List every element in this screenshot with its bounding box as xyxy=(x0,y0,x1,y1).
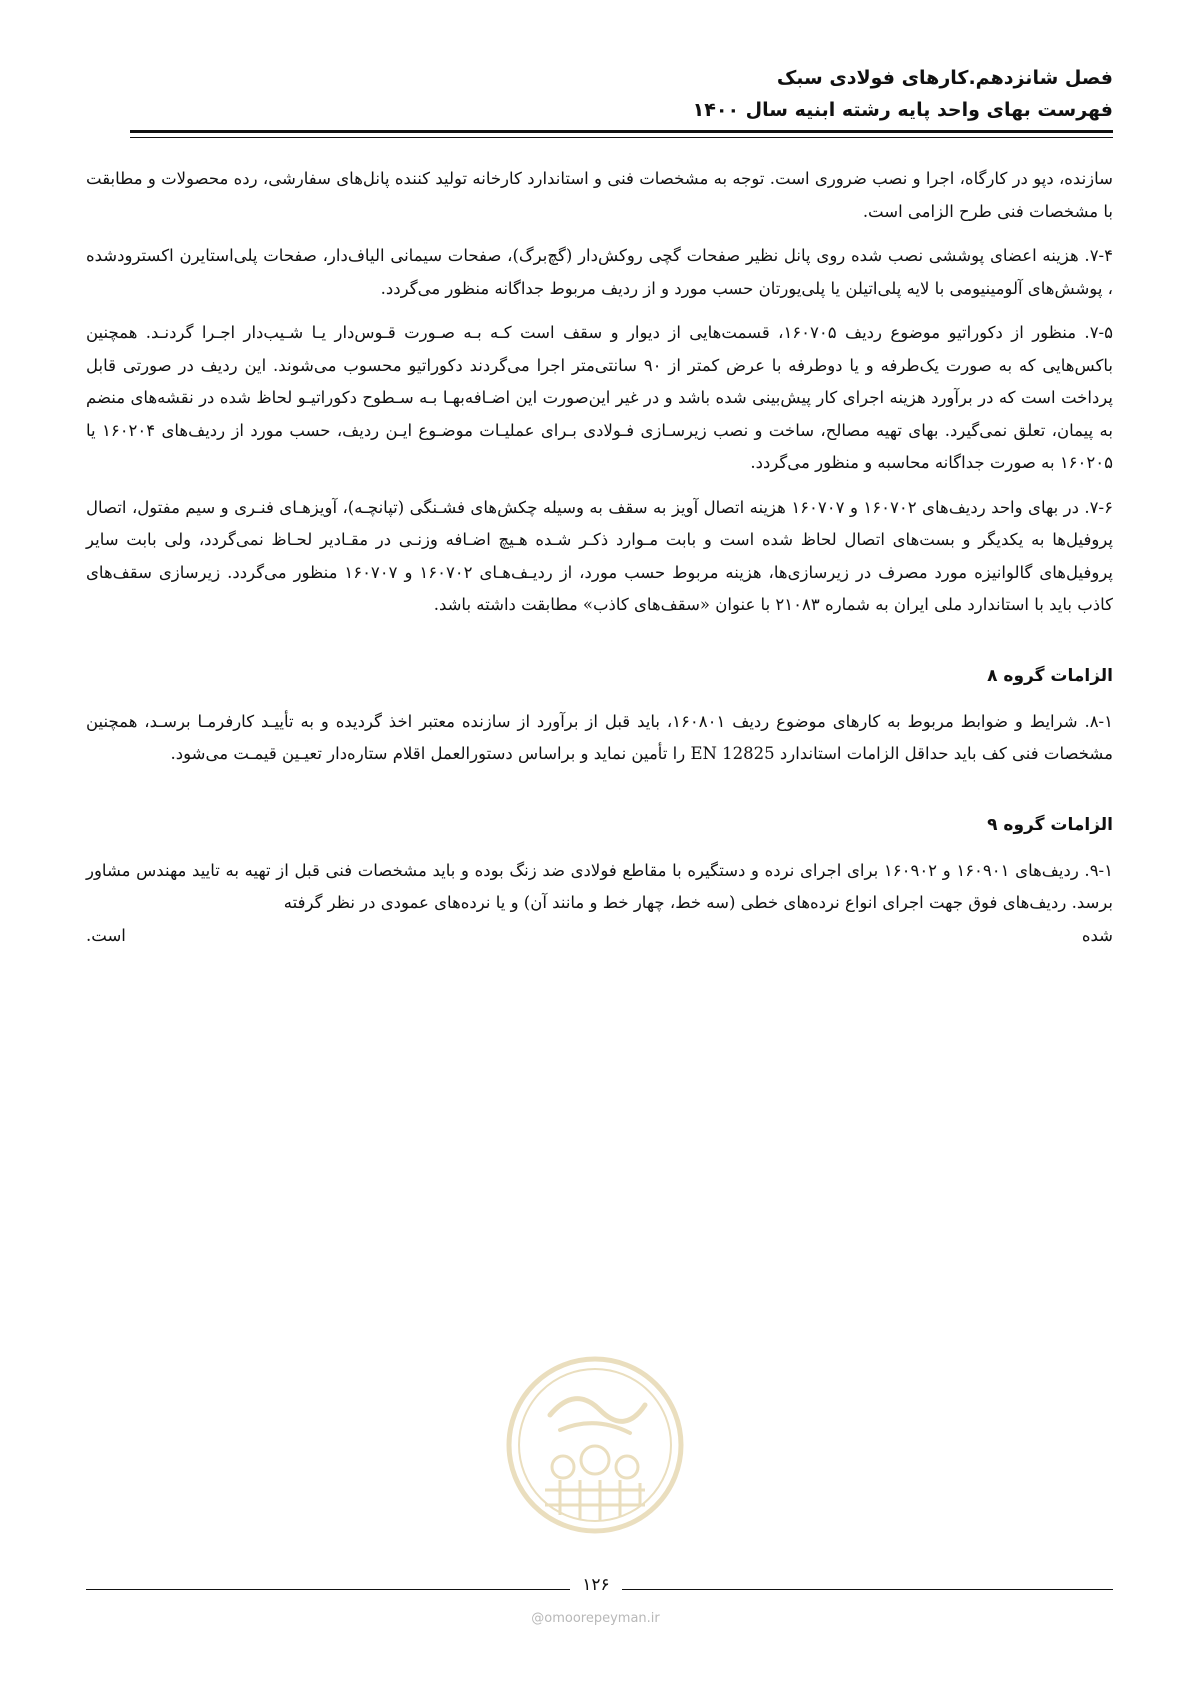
paragraph-7-4: ۷-۴. هزینه اعضای پوششی نصب شده روی پانل نظیر صفحات گچی روکش‌دار (گچ‌برگ)، صفحات سیمانی الیاف‌دار، صفحات پلی‌استایرن اکسترودشده ، پوشش‌های آلومینیومی با لایه پلی‌اتیلن یا پلی‌یورتان حسب مورد و از ردیف مربوط جداگانه منظور می‌گردد. xyxy=(86,246,1113,298)
paragraph-8-1: ۸-۱. شرایط و ضوابط مربوط به کارهای موضوع ردیف ۱۶۰۸۰۱، باید قبل از برآورد از سازنده معتبر اخذ گردیده و به تأییـد کارفرمـا برسـد، همچنین مشخصات فنی کف باید حداقل الزامات استاندارد EN 12825 را تأمین نماید و براساس دستورالعمل اقلام ستاره‌دار تعیـین قیمـت می‌شود. xyxy=(86,711,1113,763)
page-number: ۱۲۶ xyxy=(582,1575,610,1595)
header-rule-thin xyxy=(130,137,1113,138)
page-content xyxy=(86,163,1113,952)
publisher-seal-logo xyxy=(505,1355,685,1535)
last-word-right: شده xyxy=(1081,925,1113,945)
paragraph-7-5: ۷-۵. منظور از دکوراتیو موضوع ردیف ۱۶۰۷۰۵، قسمت‌هایی از دیوار و سقف است کـه بـه صـورت قـوس‌دار یـا شـیب‌دار اجـرا گردنـد. همچنین باکس‌هایی که به صورت یک‌طرفه و یا دوطرفه با عرض کمتر از ۹۰ سانتی‌متر اجرا می‌گردند دکوراتیو محسوب می‌شوند. این ردیف در صورتی قابل پرداخت است که در برآورد هزینه اجرای کار پیش‌بینی شده باشد و در غیر این‌صورت این اضـافه‌بهـا بـه سـطوح دکوراتیـو لحاظ شده در نقشه‌های منضم به پیمان، تعلق نمی‌گیرد. بهای تهیه مصالح، ساخت و نصب زیرسـازی فـولادی بـرای عملیـات موضـوع ایـن ردیف، حسب مورد از ردیف‌های ۱۶۰۲۰۴ یا ۱۶۰۲۰۵ به صورت جداگانه محاسبه و منظور می‌گردد. xyxy=(86,323,1113,472)
paragraph-9-1-last-line xyxy=(86,920,1113,953)
header-rule-thick xyxy=(130,130,1113,133)
watermark-url: @omoorepeyman.ir xyxy=(531,1611,660,1626)
chapter-title: فصل شانزدهم.کارهای فولادی سبک xyxy=(776,67,1113,89)
footer-rule-left xyxy=(86,1589,570,1590)
page-header xyxy=(130,62,1113,126)
group-8-heading: الزامات گروه ۸ xyxy=(987,665,1113,686)
footer-rule-right xyxy=(622,1589,1113,1590)
price-list-title: فهرست بهای واحد پایه رشته ابنیه سال ۱۴۰۰ xyxy=(692,99,1113,121)
paragraph-continued: سازنده، دپو در کارگاه، اجرا و نصب ضروری است. توجه به مشخصات فنی و استاندارد کارخانه تولید کننده پانل‌های سفارشی، رده محصولات و مطابقت با مشخصات فنی طرح الزامی است. xyxy=(86,169,1113,221)
last-word-left: است. xyxy=(86,925,126,945)
paragraph-7-6: ۷-۶. در بهای واحد ردیف‌های ۱۶۰۷۰۲ و ۱۶۰۷۰۷ هزینه اتصال آویز به سقف به وسیله چکش‌های فشـنگی (تپانچـه)، آویزهـای فنـری و سیم مفتول، اتصال پروفیل‌ها به یکدیگر و بست‌های اتصال لحاظ شده است و بابت مـوارد ذکـر شـده هـیچ اضـافه وزنـی در مقـادیر لحـاظ نمی‌گردد، ولی بابت سایر پروفیل‌های گالوانیزه مورد مصرف در زیرسازی‌ها، هزینه مربوط حسب مورد، از ردیـف‌هـای ۱۶۰۷۰۲ و ۱۶۰۷۰۷ منظور می‌گردد. زیرسازی سقف‌های کاذب باید با استاندارد ملی ایران به شماره ۲۱۰۸۳ با عنوان «سقف‌های کاذب» مطابقت داشته باشد. xyxy=(86,497,1113,614)
paragraph-9-1: ۹-۱. ردیف‌های ۱۶۰۹۰۱ و ۱۶۰۹۰۲ برای اجرای نرده و دستگیره با مقاطع فولادی ضد زنگ بوده و باید مشخصات فنی قبل از تهیه به تایید مهندس مشاور برسد. ردیف‌های فوق جهت اجرای انواع نرده‌های خطی (سه خط، چهار خط و مانند آن) و یا نرده‌های عمودی در نظر گرفته xyxy=(86,860,1113,912)
group-9-heading: الزامات گروه ۹ xyxy=(987,814,1113,835)
